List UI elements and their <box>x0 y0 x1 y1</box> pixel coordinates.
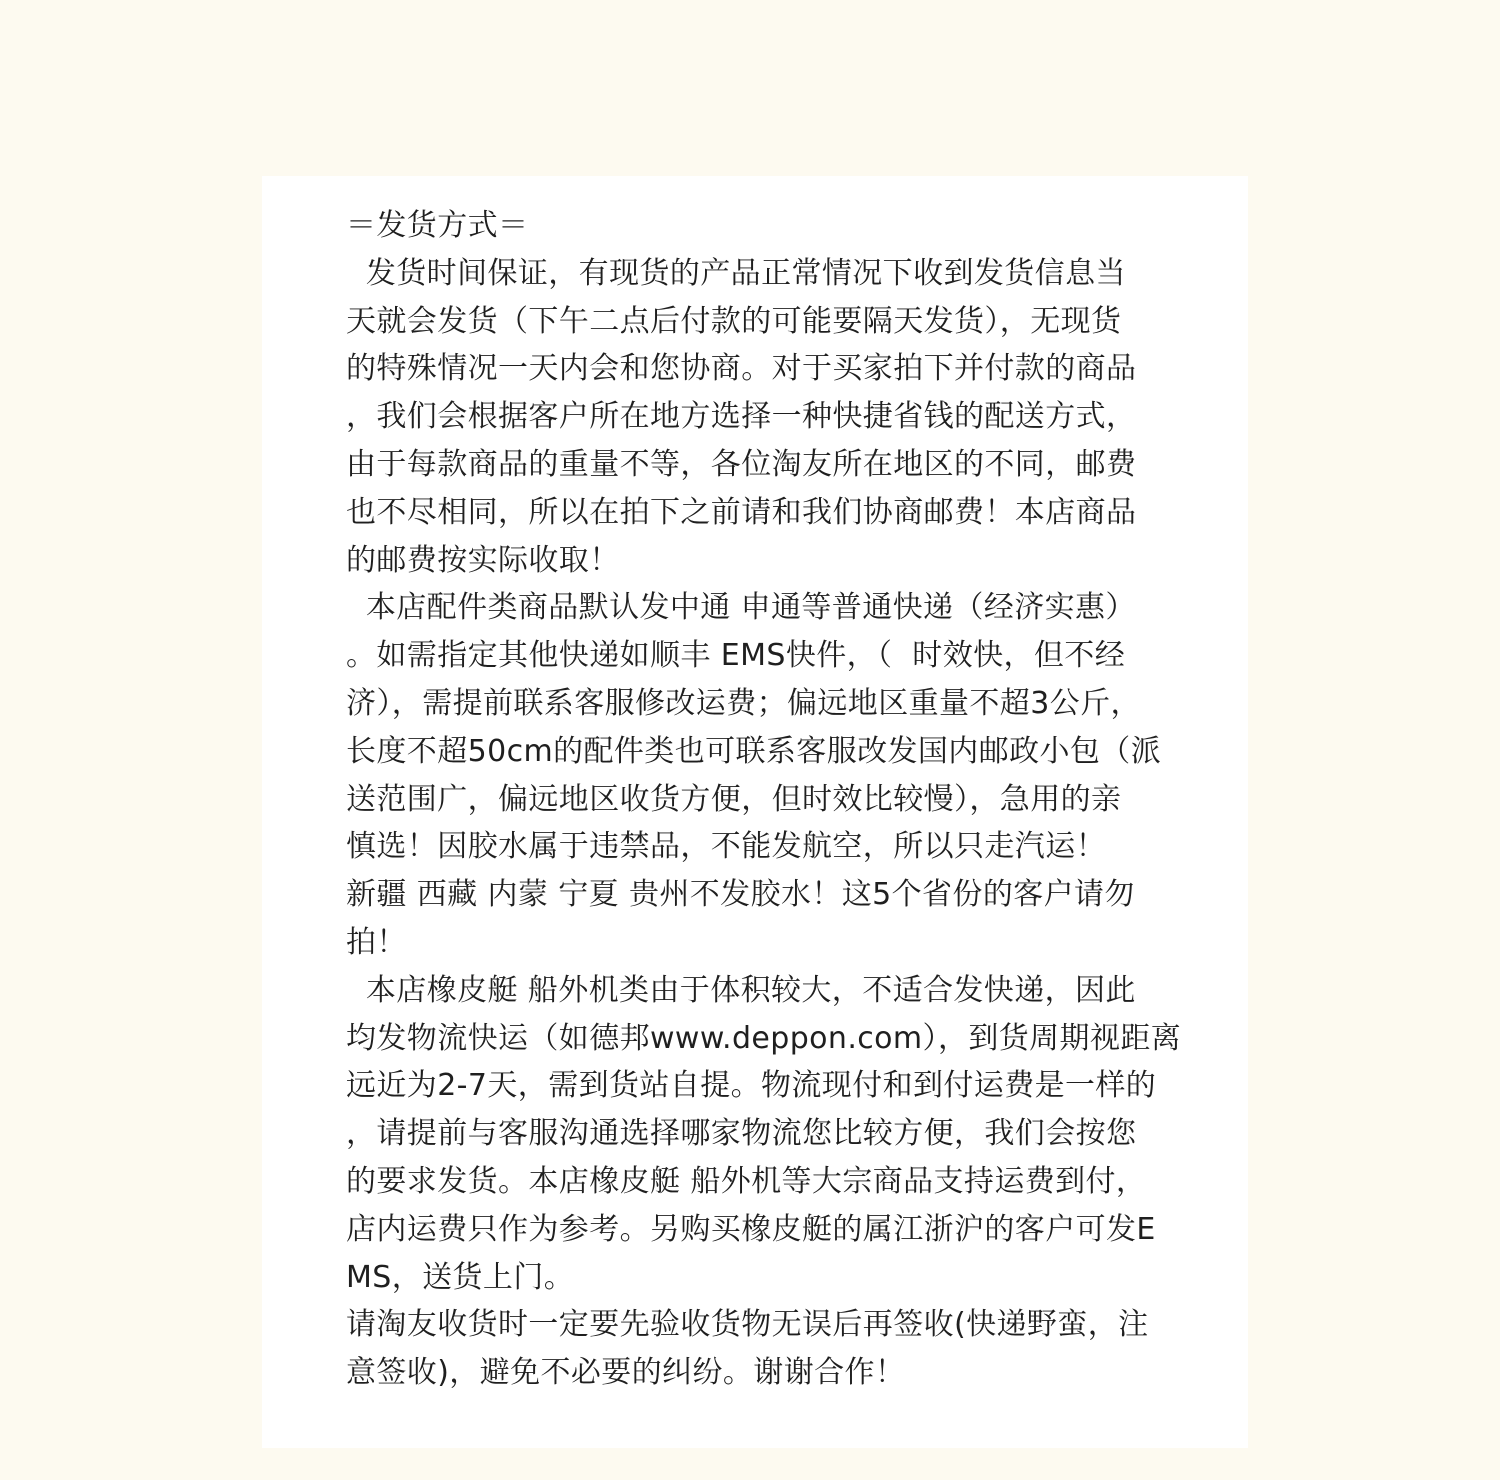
shipping-policy-text <box>346 202 1216 1397</box>
text-line: 新疆 西藏 内蒙 宁夏 贵州不发胶水！这5个省份的客户请勿 <box>346 877 1135 913</box>
text-line: ，请提前与客服沟通选择哪家物流您比较方便，我们会按您 <box>346 1116 1137 1152</box>
text-line: 本店橡皮艇 船外机类由于体积较大，不适合发快递，因此 <box>346 972 1136 1008</box>
text-line: ，我们会根据客户所在地方选择一种快捷省钱的配送方式， <box>346 399 1137 435</box>
text-line: 的要求发货。本店橡皮艇 船外机等大宗商品支持运费到付， <box>346 1163 1147 1199</box>
text-line: 意签收)，避免不必要的纠纷。谢谢合作！ <box>346 1355 906 1391</box>
text-line-title: ＝发货方式＝ <box>346 208 529 243</box>
text-line: 的邮费按实际收取！ <box>346 542 620 578</box>
text-line: 。如需指定其他快递如顺丰 EMS快件，（ 时效快，但不经 <box>346 638 1126 674</box>
text-line: 店内运费只作为参考。另购买橡皮艇的属江浙沪的客户可发E <box>346 1211 1156 1247</box>
text-line: 由于每款商品的重量不等，各位淘友所在地区的不同，邮费 <box>346 446 1137 482</box>
text-line: 长度不超50cm的配件类也可联系客服改发国内邮政小包（派 <box>346 733 1162 769</box>
text-line: 均发物流快运（如德邦www.deppon.com），到货周期视距离 <box>346 1020 1182 1056</box>
text-line: 远近为2-7天，需到货站自提。物流现付和到付运费是一样的 <box>346 1068 1157 1104</box>
text-line: 也不尽相同，所以在拍下之前请和我们协商邮费！本店商品 <box>346 494 1137 530</box>
text-line: 拍！ <box>346 924 407 960</box>
text-line: 的特殊情况一天内会和您协商。对于买家拍下并付款的商品 <box>346 351 1137 387</box>
text-line: 济），需提前联系客服修改运费；偏远地区重量不超3公斤， <box>346 685 1141 721</box>
text-line: 天就会发货（下午二点后付款的可能要隔天发货），无现货 <box>346 303 1122 339</box>
text-line: 本店配件类商品默认发中通 申通等普通快递（经济实惠） <box>346 590 1136 626</box>
text-line: 送范围广，偏远地区收货方便，但时效比较慢），急用的亲 <box>346 781 1122 817</box>
text-line: 请淘友收货时一定要先验收货物无误后再签收(快递野蛮，注 <box>346 1307 1149 1343</box>
text-line: 发货时间保证，有现货的产品正常情况下收到发货信息当 <box>346 255 1126 291</box>
text-line: 慎选！因胶水属于违禁品，不能发航空，所以只走汽运！ <box>346 829 1106 865</box>
text-line: MS，送货上门。 <box>346 1259 575 1295</box>
